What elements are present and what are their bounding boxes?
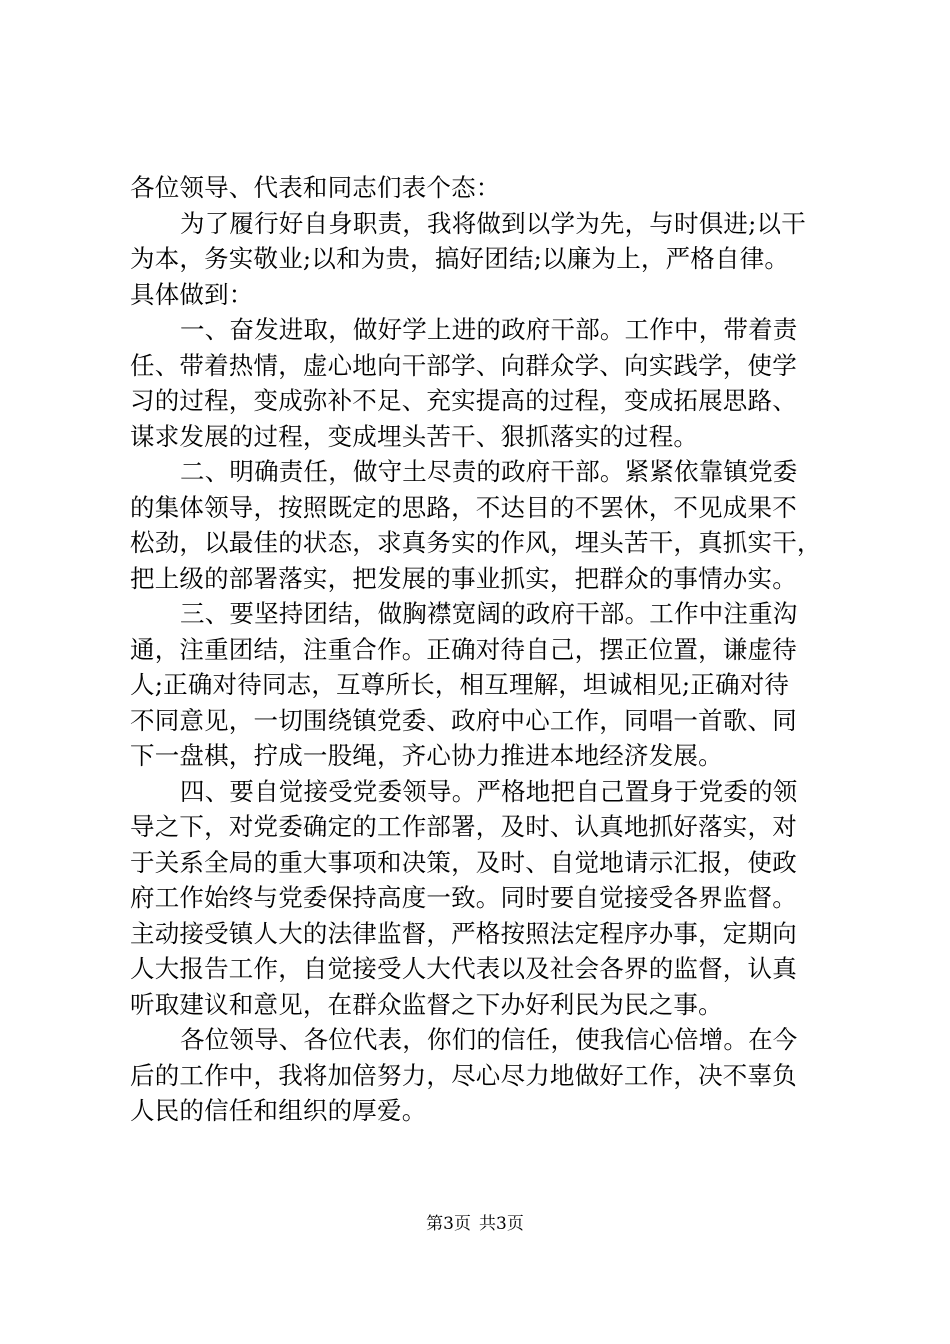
text-line: 谋求发展的过程，变成埋头苦干、狠抓落实的过程。: [130, 421, 699, 451]
text-line: 松劲，以最佳的状态，求真务实的作风，埋头苦干，真抓实干，: [130, 528, 822, 557]
text-line: 为本，务实敬业;以和为贵，搞好团结;以廉为上，严格自律。: [130, 244, 790, 273]
text-line: 的集体领导，按照既定的思路，不达目的不罢休，不见成果不: [130, 492, 797, 522]
text-line: 主动接受镇人大的法律监督，严格按照法定程序办事，定期向: [130, 918, 797, 948]
text-line: 各位领导、各位代表，你们的信任，使我信心倍增。在今: [180, 1025, 798, 1054]
text-line: 不同意见，一切围绕镇党委、政府中心工作，同唱一首歌、同: [130, 705, 797, 735]
text-line: 府工作始终与党委保持高度一致。同时要自觉接受各界监督。: [130, 883, 797, 912]
text-line: 为了履行好自身职责，我将做到以学为先，与时俱进;以干: [180, 208, 806, 238]
text-line: 人;正确对待同志，互尊所长，相互理解，坦诚相见;正确对待: [130, 670, 790, 699]
text-line: 三、要坚持团结，做胸襟宽阔的政府干部。工作中注重沟: [180, 599, 798, 628]
text-line: 下一盘棋，拧成一股绳，齐心协力推进本地经济发展。: [130, 741, 723, 770]
text-line: 具体做到：: [130, 279, 254, 309]
text-line: 导之下，对党委确定的工作部署，及时、认真地抓好落实，对: [130, 812, 797, 841]
text-line: 把上级的部署落实，把发展的事业抓实，把群众的事情办实。: [130, 563, 797, 593]
page-number: 第3页: [426, 1214, 471, 1234]
text-line: 后的工作中，我将加倍努力，尽心尽力地做好工作，决不辜负: [130, 1060, 797, 1090]
text-line: 四、要自觉接受党委领导。严格地把自己置身于党委的领: [180, 776, 798, 806]
text-line: 任、带着热情，虚心地向干部学、向群众学、向实践学，使学: [130, 350, 797, 380]
text-line: 习的过程，变成弥补不足、充实提高的过程，变成拓展思路、: [130, 386, 797, 415]
text-line: 二、明确责任，做守土尽责的政府干部。紧紧依靠镇党委: [180, 457, 798, 486]
page-total: 共3页: [479, 1214, 524, 1234]
text-line: 于关系全局的重大事项和决策，及时、自觉地请示汇报，使政: [130, 847, 797, 877]
text-line: 各位领导、代表和同志们表个态：: [130, 173, 501, 202]
page-footer: [0, 1212, 950, 1236]
text-line: 人大报告工作，自觉接受人大代表以及社会各界的监督，认真: [130, 954, 797, 983]
text-line: 人民的信任和组织的厚爱。: [130, 1096, 427, 1125]
text-line: 一、奋发进取，做好学上进的政府干部。工作中，带着责: [180, 315, 798, 344]
text-line: 听取建议和意见，在群众监督之下办好利民为民之事。: [130, 989, 723, 1019]
document-body: [130, 170, 830, 1129]
text-line: 通，注重团结，注重合作。正确对待自己，摆正位置，谦虚待: [130, 634, 797, 664]
